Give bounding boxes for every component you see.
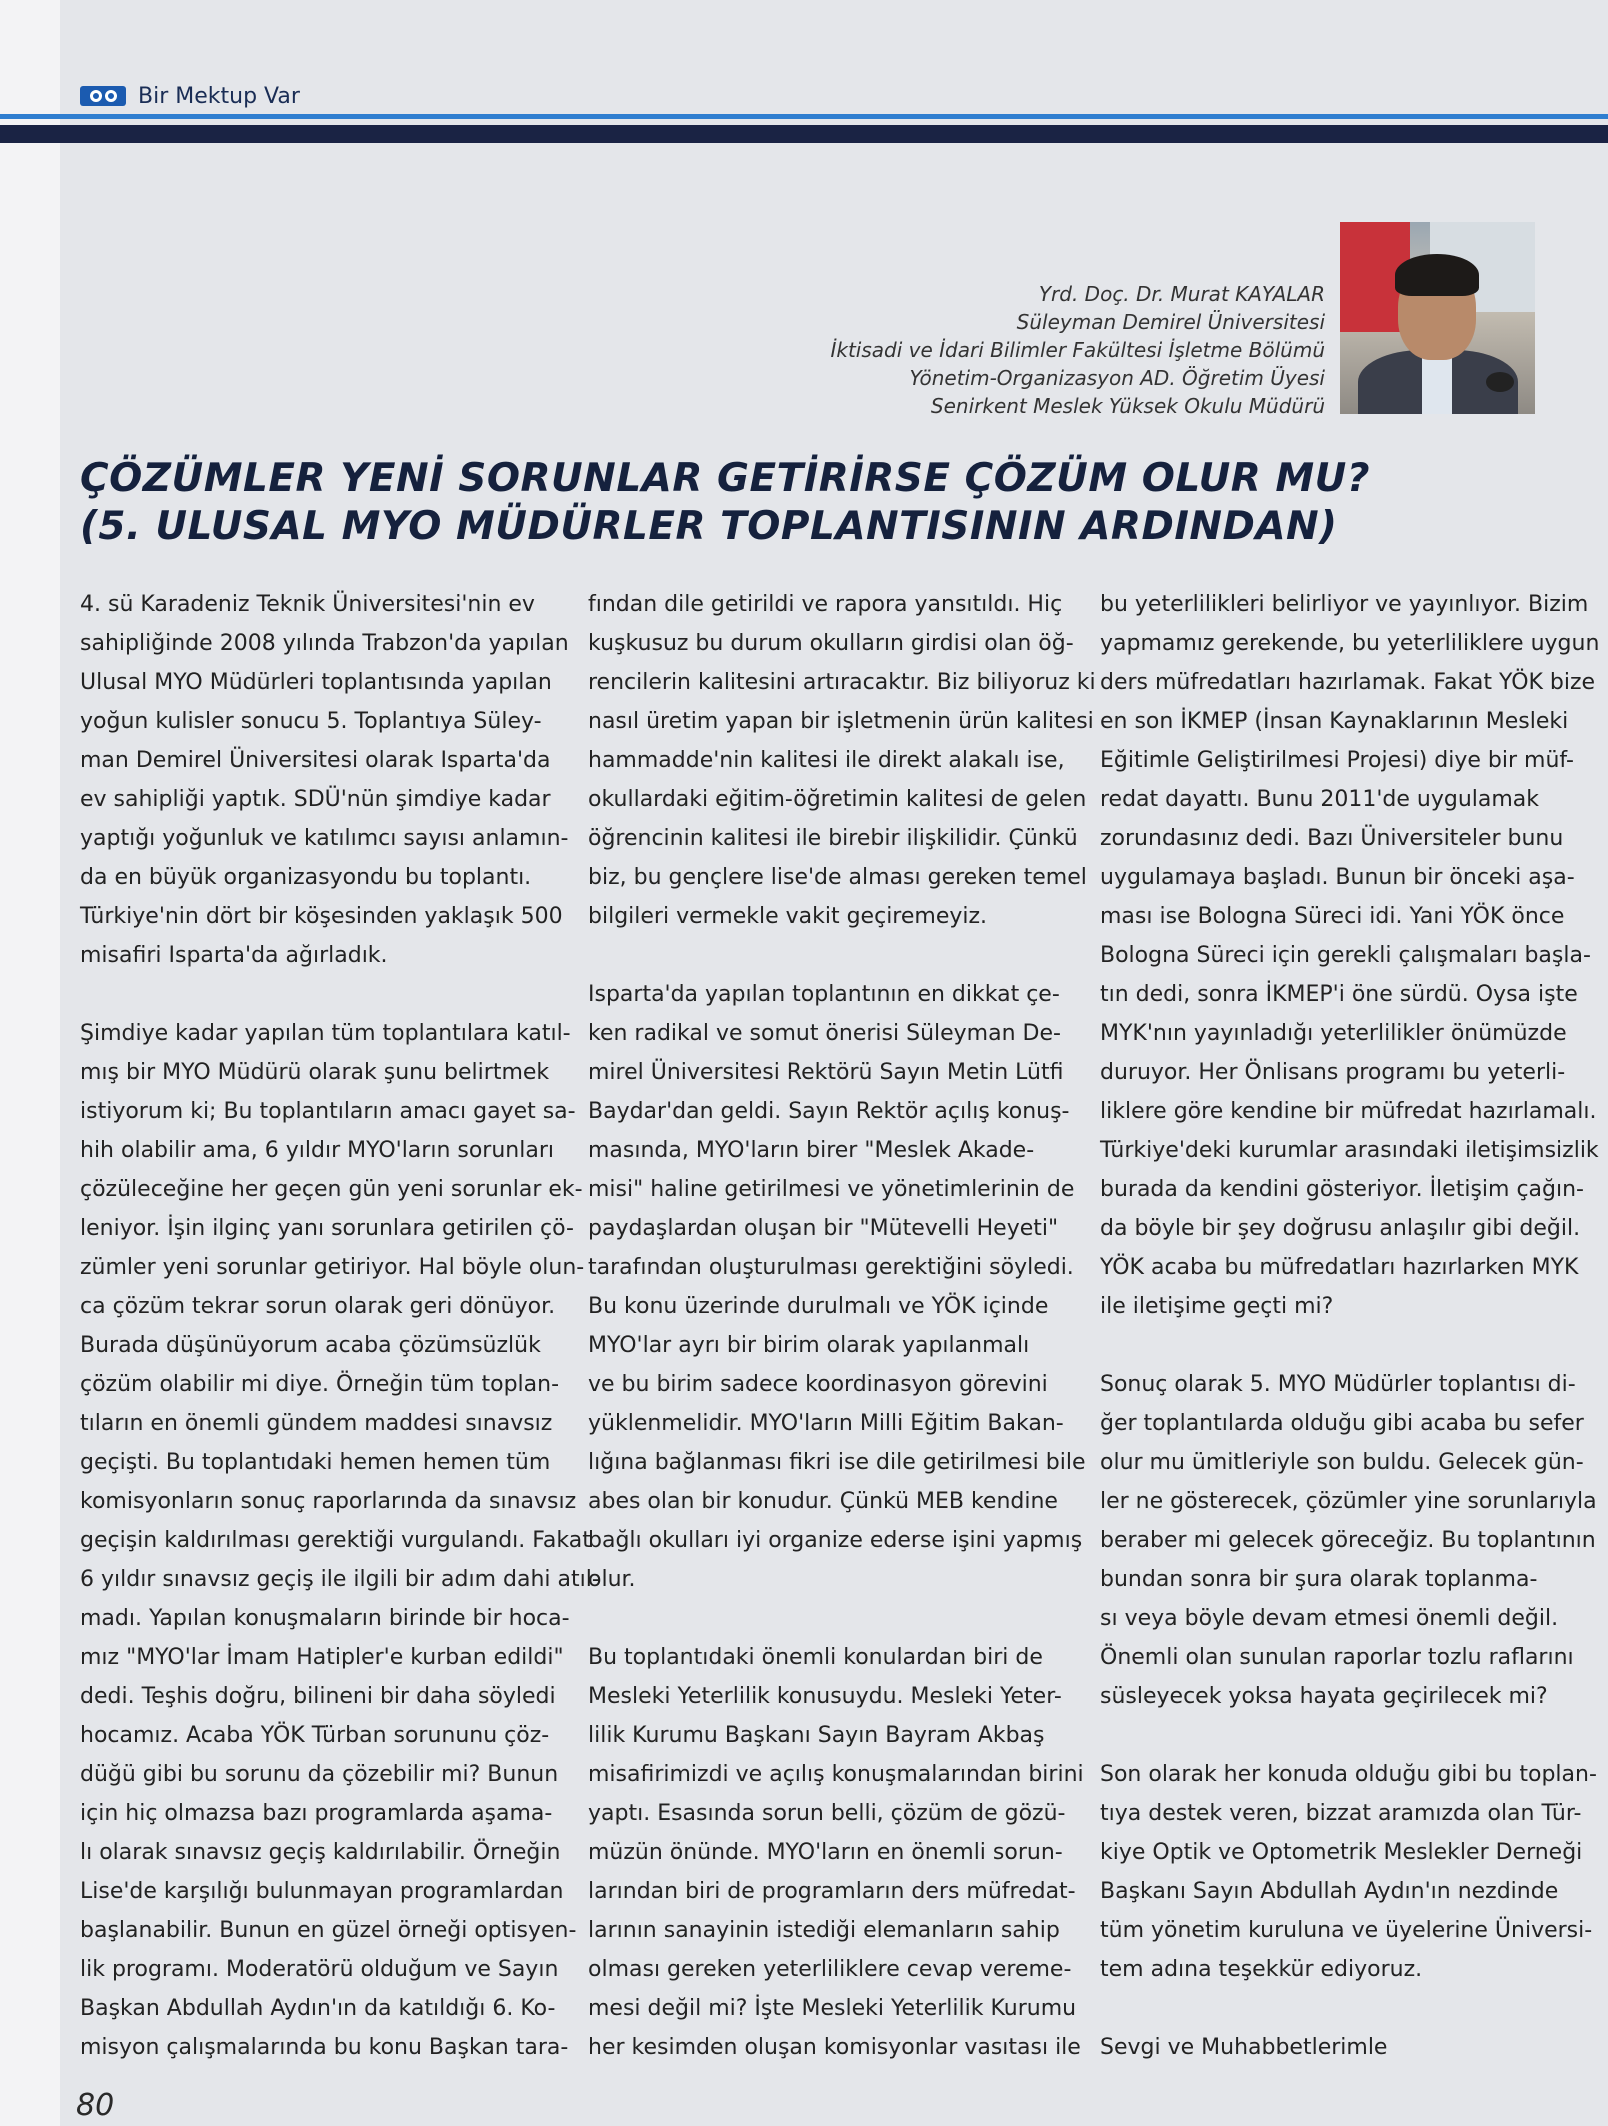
text-line: olur mu ümitleriyle son buldu. Gelecek gün-	[1100, 1450, 1584, 1475]
paragraph-gap	[80, 975, 615, 1014]
text-line: Son olarak her konuda olduğu gibi bu toplan-	[1100, 1762, 1597, 1787]
paragraph-gap	[1100, 1989, 1608, 2028]
text-line: Baydar'dan geldi. Sayın Rektör açılış konuş-	[588, 1099, 1070, 1124]
text-line: ması ise Bologna Süreci idi. Yani YÖK önce	[1100, 904, 1565, 929]
text-line: man Demirel Üniversitesi olarak Isparta'da	[80, 748, 551, 773]
text-line: tıların en önemli gündem maddesi sınavsız	[80, 1411, 553, 1436]
text-line: YÖK acaba bu müfredatları hazırlarken MYK	[1100, 1255, 1579, 1280]
text-line: da böyle bir şey doğrusu anlaşılır gibi değil.	[1100, 1216, 1581, 1241]
text-line: biz, bu gençlere lise'de alması gereken temel	[588, 865, 1087, 890]
section-header	[80, 80, 300, 112]
text-line: Başkan Abdullah Aydın'ın da katıldığı 6. Ko-	[80, 1996, 556, 2021]
text-line: Ulusal MYO Müdürleri toplantısında yapılan	[80, 670, 552, 695]
paragraph-gap	[1100, 1326, 1608, 1365]
text-line: öğrencinin kalitesi ile birebir ilişkilidir. Çünkü	[588, 826, 1078, 851]
text-line: yaptı. Esasında sorun belli, çözüm de gözü-	[588, 1801, 1066, 1826]
text-line: komisyonların sonuç raporlarında da sınavsız	[80, 1489, 577, 1514]
text-line: lığına bağlanması fikri ise dile getirilmesi bile	[588, 1450, 1086, 1475]
text-line: kuşkusuz bu durum okulların girdisi olan öğ-	[588, 631, 1074, 656]
text-line: larının sanayinin istediği elemanların sahip	[588, 1918, 1060, 1943]
text-line: Şimdiye kadar yapılan tüm toplantılara katıl-	[80, 1021, 571, 1046]
text-line: mirel Üniversitesi Rektörü Sayın Metin Lütfi	[588, 1060, 1064, 1085]
body-column-3	[1100, 585, 1608, 2067]
text-line: redat dayattı. Bunu 2011'de uygulamak	[1100, 787, 1540, 812]
text-line: madı. Yapılan konuşmaların birinde bir hoca-	[80, 1606, 570, 1631]
text-line: MYO'lar ayrı bir birim olarak yapılanmalı	[588, 1333, 1030, 1358]
title-line-2: (5. ULUSAL MYO MÜDÜRLER TOPLANTISININ ARDINDAN)	[80, 504, 1338, 549]
text-line: bilgileri vermekle vakit geçiremeyiz.	[588, 904, 988, 929]
text-line: yüklenmelidir. MYO'ların Milli Eğitim Bakan-	[588, 1411, 1064, 1436]
author-line: Süleyman Demirel Üniversitesi	[1016, 310, 1325, 334]
text-line: larından biri de programların ders müfredat-	[588, 1879, 1076, 1904]
author-info	[760, 280, 1325, 420]
body-column-2	[588, 585, 1123, 2067]
author-photo	[1340, 222, 1535, 414]
text-line: çözüm olabilir mi diye. Örneğin tüm toplan-	[80, 1372, 560, 1397]
text-line: ile iletişime geçti mi?	[1100, 1294, 1334, 1319]
paragraph-gap	[588, 1599, 1123, 1638]
text-line: süsleyecek yoksa hayata geçirilecek mi?	[1100, 1684, 1548, 1709]
text-line: lı olarak sınavsız geçiş kaldırılabilir. Örneğin	[80, 1840, 561, 1865]
article-title	[80, 455, 1370, 551]
text-line: fından dile getirildi ve rapora yansıtıldı. Hiç	[588, 592, 1063, 617]
text-line: Bologna Süreci için gerekli çalışmaları başla-	[1100, 943, 1591, 968]
author-line: Yönetim-Organizasyon AD. Öğretim Üyesi	[909, 366, 1325, 390]
text-line: Eğitimle Geliştirilmesi Projesi) diye bir müf-	[1100, 748, 1574, 773]
text-line: abes olan bir konudur. Çünkü MEB kendine	[588, 1489, 1058, 1514]
text-line: rencilerin kalitesini artıracaktır. Biz biliyoruz ki	[588, 670, 1096, 695]
text-line: ğer toplantılarda olduğu gibi acaba bu sefer	[1100, 1411, 1584, 1436]
text-line: Lise'de karşılığı bulunmayan programlardan	[80, 1879, 564, 1904]
text-line: Burada düşünüyorum acaba çözümsüzlük	[80, 1333, 541, 1358]
text-line: çözüleceğine her geçen gün yeni sorunlar ek-	[80, 1177, 583, 1202]
text-line: en son İKMEP (İnsan Kaynaklarının Mesleki	[1100, 709, 1569, 734]
text-line: 4. sü Karadeniz Teknik Üniversitesi'nin ev	[80, 592, 535, 617]
text-line: masında, MYO'ların birer "Meslek Akade-	[588, 1138, 1035, 1163]
text-line: Türkiye'deki kurumlar arasındaki iletişimsizlik	[1100, 1138, 1599, 1163]
text-line: hammadde'nin kalitesi ile direkt alakalı ise,	[588, 748, 1065, 773]
paragraph-gap	[1100, 1716, 1608, 1755]
text-line: misyon çalışmalarında bu konu Başkan tara-	[80, 2035, 569, 2060]
author-line: Senirkent Meslek Yüksek Okulu Müdürü	[930, 394, 1325, 418]
text-line: okullardaki eğitim-öğretimin kalitesi de gelen	[588, 787, 1087, 812]
microphone-icon	[1486, 372, 1514, 392]
text-line: Isparta'da yapılan toplantının en dikkat çe-	[588, 982, 1060, 1007]
text-line: müzün önünde. MYO'ların en önemli sorun-	[588, 1840, 1063, 1865]
text-line: bu yeterlilikleri belirliyor ve yayınlıyor. Bizim	[1100, 592, 1589, 617]
text-line: 6 yıldır sınavsız geçiş ile ilgili bir adım dahi atıl-	[80, 1567, 600, 1592]
text-line: ken radikal ve somut önerisi Süleyman De-	[588, 1021, 1061, 1046]
text-line: bundan sonra bir şura olarak toplanma-	[1100, 1567, 1538, 1592]
page-edge	[0, 0, 60, 2126]
text-line: geçişin kaldırılması gerektiği vurgulandı. Fakat	[80, 1528, 591, 1553]
text-line: mesi değil mi? İşte Mesleki Yeterlilik Kurumu	[588, 1996, 1077, 2021]
text-line: Sonuç olarak 5. MYO Müdürler toplantısı di-	[1100, 1372, 1576, 1397]
text-line: yaptığı yoğunluk ve katılımcı sayısı anlamın-	[80, 826, 569, 851]
text-line: sı veya böyle devam etmesi önemli değil.	[1100, 1606, 1559, 1631]
text-line: uygulamaya başladı. Bunun bir önceki aşa-	[1100, 865, 1575, 890]
text-line: yapmamız gerekende, bu yeterliliklere uygun	[1100, 631, 1600, 656]
text-line: nasıl üretim yapan bir işletmenin ürün kalitesi	[588, 709, 1094, 734]
text-line: mız "MYO'lar İmam Hatipler'e kurban edildi"	[80, 1645, 564, 1670]
text-line: ders müfredatları hazırlamak. Fakat YÖK bize	[1100, 670, 1596, 695]
text-line: sahipliğinde 2008 yılında Trabzon'da yapılan	[80, 631, 569, 656]
text-line: geçişti. Bu toplantıdaki hemen hemen tüm	[80, 1450, 551, 1475]
text-line: Bu toplantıdaki önemli konulardan biri de	[588, 1645, 1043, 1670]
text-line: zorundasınız dedi. Bazı Üniversiteler bunu	[1100, 826, 1564, 851]
text-line: tarafından oluşturulması gerektiğini söyledi.	[588, 1255, 1074, 1280]
text-line: olması gereken yeterliliklere cevap vereme-	[588, 1957, 1072, 1982]
header-rule-dark	[0, 125, 1608, 143]
text-line: dedi. Teşhis doğru, bilineni bir daha söyledi	[80, 1684, 556, 1709]
text-line: yoğun kulisler sonucu 5. Toplantıya Süley-	[80, 709, 542, 734]
text-line: istiyorum ki; Bu toplantıların amacı gayet sa-	[80, 1099, 576, 1124]
text-line: Sevgi ve Muhabbetlerimle	[1100, 2035, 1388, 2060]
paragraph-gap	[588, 936, 1123, 975]
text-line: başlanabilir. Bunun en güzel örneği optisyen-	[80, 1918, 577, 1943]
text-line: kiye Optik ve Optometrik Meslekler Derneği	[1100, 1840, 1583, 1865]
author-line: Yrd. Doç. Dr. Murat KAYALAR	[1038, 282, 1325, 306]
text-line: için hiç olmazsa bazı programlarda aşama-	[80, 1801, 553, 1826]
author-line: İktisadi ve İdari Bilimler Fakültesi İşletme Bölümü	[830, 338, 1325, 362]
text-line: liklere göre kendine bir müfredat hazırlamalı.	[1100, 1099, 1597, 1124]
text-line: Bu konu üzerinde durulmalı ve YÖK içinde	[588, 1294, 1049, 1319]
text-line: ev sahipliği yaptık. SDÜ'nün şimdiye kadar	[80, 787, 551, 812]
text-line: hih olabilir ama, 6 yıldır MYO'ların sorunları	[80, 1138, 554, 1163]
text-line: ca çözüm tekrar sorun olarak geri dönüyor.	[80, 1294, 556, 1319]
magazine-logo-icon	[80, 86, 126, 106]
text-line: misafirimizdi ve açılış konuşmalarından birini	[588, 1762, 1084, 1787]
text-line: leniyor. İşin ilginç yanı sorunlara getirilen çö-	[80, 1216, 574, 1241]
text-line: tın dedi, sonra İKMEP'i öne sürdü. Oysa işte	[1100, 982, 1578, 1007]
text-line: ve bu birim sadece koordinasyon görevini	[588, 1372, 1048, 1397]
text-line: her kesimden oluşan komisyonlar vasıtası ile	[588, 2035, 1081, 2060]
text-line: MYK'nın yayınladığı yeterlilikler önümüzde	[1100, 1021, 1567, 1046]
text-line: düğü gibi bu sorunu da çözebilir mi? Bunun	[80, 1762, 559, 1787]
text-line: Başkanı Sayın Abdullah Aydın'ın nezdinde	[1100, 1879, 1559, 1904]
text-line: duruyor. Her Önlisans programı bu yeterli-	[1100, 1060, 1566, 1085]
text-line: burada da kendini gösteriyor. İletişim çağın-	[1100, 1177, 1584, 1202]
text-line: da en büyük organizasyondu bu toplantı.	[80, 865, 532, 890]
header-rule-blue	[0, 114, 1608, 119]
text-line: tem adına teşekkür ediyoruz.	[1100, 1957, 1423, 1982]
section-label: Bir Mektup Var	[138, 83, 300, 109]
text-line: misi" haline getirilmesi ve yönetimlerinin de	[588, 1177, 1075, 1202]
text-line: Önemli olan sunulan raporlar tozlu raflarını	[1100, 1645, 1574, 1670]
text-line: zümler yeni sorunlar getiriyor. Hal böyle olun-	[80, 1255, 585, 1280]
text-line: lik programı. Moderatörü olduğum ve Sayın	[80, 1957, 559, 1982]
text-line: bağlı okulları iyi organize ederse işini yapmış	[588, 1528, 1083, 1553]
text-line: paydaşlardan oluşan bir "Mütevelli Heyeti"	[588, 1216, 1059, 1241]
text-line: ler ne gösterecek, çözümler yine sorunlarıyla	[1100, 1489, 1597, 1514]
body-column-1	[80, 585, 615, 2067]
text-line: tüm yönetim kuruluna ve üyelerine Üniversi-	[1100, 1918, 1593, 1943]
text-line: Mesleki Yeterlilik konusuydu. Mesleki Yeter-	[588, 1684, 1062, 1709]
text-line: hocamız. Acaba YÖK Türban sorununu çöz-	[80, 1723, 550, 1748]
text-line: mış bir MYO Müdürü olarak şunu belirtmek	[80, 1060, 550, 1085]
text-line: lilik Kurumu Başkanı Sayın Bayram Akbaş	[588, 1723, 1045, 1748]
page-number: 80	[76, 2088, 115, 2123]
text-line: olur.	[588, 1567, 636, 1592]
text-line: beraber mi gelecek göreceğiz. Bu toplantının	[1100, 1528, 1596, 1553]
text-line: misafiri Isparta'da ağırladık.	[80, 943, 388, 968]
title-line-1: ÇÖZÜMLER YENİ SORUNLAR GETİRİRSE ÇÖZÜM OLUR MU?	[80, 456, 1370, 501]
text-line: Türkiye'nin dört bir köşesinden yaklaşık 500	[80, 904, 563, 929]
text-line: tıya destek veren, bizzat aramızda olan Tür-	[1100, 1801, 1582, 1826]
